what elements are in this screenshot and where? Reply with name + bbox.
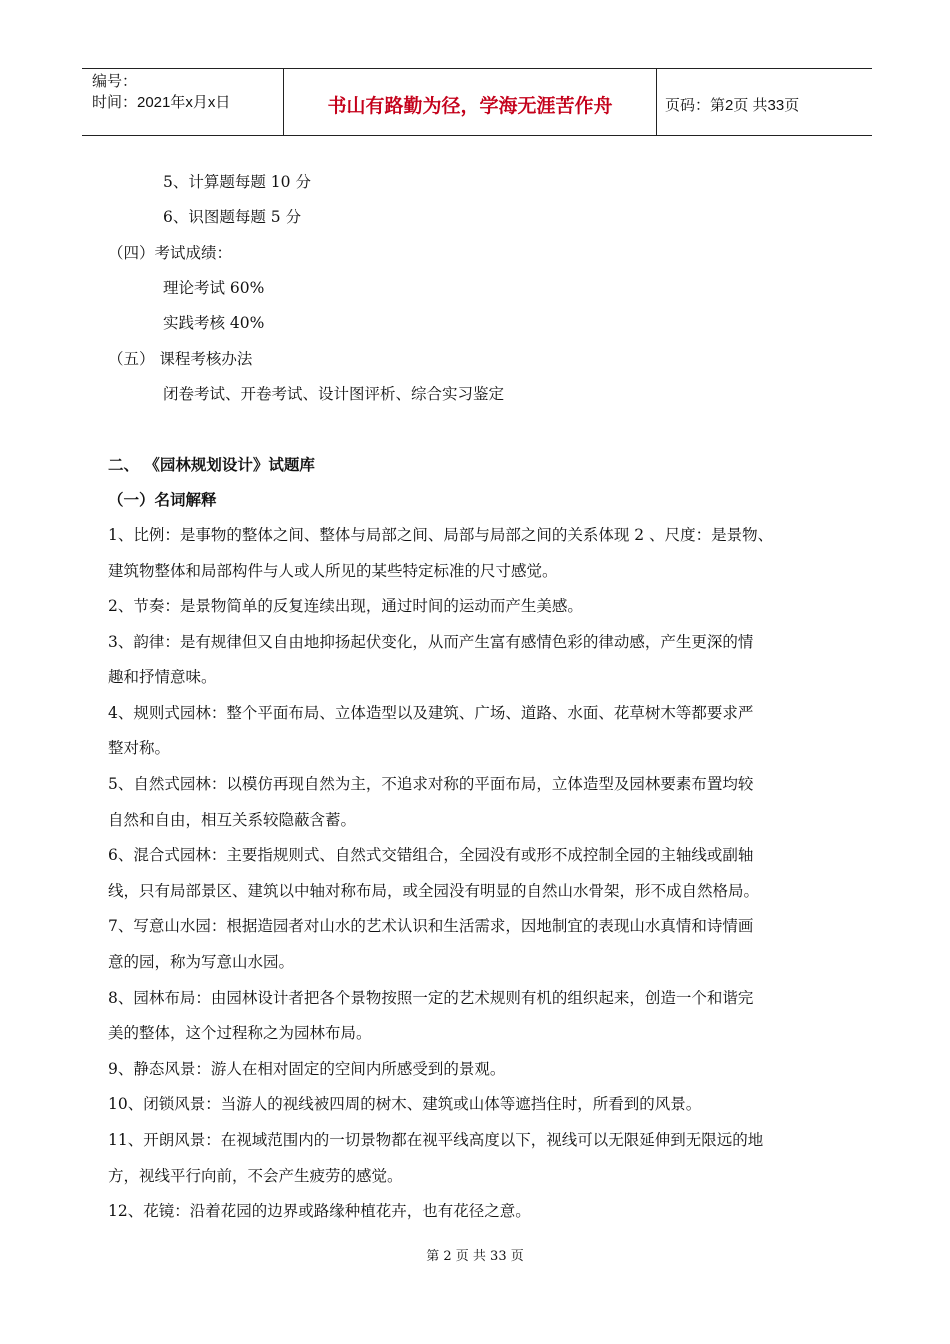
term-6-line-2: 线，只有局部景区、建筑以中轴对称布局，或全园没有明显的自然山水骨架，形不成自然格局。 [108, 882, 760, 900]
term-8-line-2: 美的整体，这个过程称之为园林布局。 [108, 1024, 372, 1042]
page-footer: 第 2 页 共 33 页 [426, 1249, 524, 1264]
section-title: 二、 《园林规划设计》试题库 [108, 456, 315, 474]
assessment-heading: （五） 课程考核办法 [108, 350, 253, 368]
term-2: 2、节奏：是景物简单的反复连续出现，通过时间的运动而产生美感。 [108, 597, 583, 615]
scoring-item-6: 6、识图题每题 5 分 [163, 208, 302, 226]
assessment-methods: 闭卷考试、开卷考试、设计图评析、综合实习鉴定 [163, 385, 505, 403]
term-7-line-2: 意的园，称为写意山水园。 [108, 953, 295, 971]
term-5-line-2: 自然和自由，相互关系较隐蔽含蓄。 [108, 811, 357, 829]
date-line: 时间：2021年x月x日 [92, 94, 231, 111]
term-11-line-1: 11、开朗风景：在视域范围内的一切景物都在视平线高度以下，视线可以无限延伸到无限远的地 [108, 1131, 764, 1149]
term-4-line-2: 整对称。 [108, 739, 171, 757]
serial-label: 编号： [92, 73, 138, 90]
term-5-line-1: 5、自然式园林：以模仿再现自然为主，不追求对称的平面布局，立体造型及园林要素布置均较 [108, 775, 754, 793]
term-12: 12、花镜：沿着花园的边界或路缘种植花卉，也有花径之意。 [108, 1202, 531, 1220]
page-info: 页码：第2页 共33页 [665, 96, 800, 114]
term-6-line-1: 6、混合式园林：主要指规则式、自然式交错组合，全园没有或形不成控制全园的主轴线或副轴 [108, 846, 754, 864]
term-8-line-1: 8、园林布局：由园林设计者把各个景物按照一定的艺术规则有机的组织起来，创造一个和谐完 [108, 989, 754, 1007]
term-10: 10、闭锁风景：当游人的视线被四周的树木、建筑或山体等遮挡住时，所看到的风景。 [108, 1095, 702, 1113]
term-9: 9、静态风景：游人在相对固定的空间内所感受到的景观。 [108, 1060, 506, 1078]
term-1-line-1: 1、比例：是事物的整体之间、整体与局部之间、局部与局部之间的关系体现 2 、尺度：是景物、 [108, 526, 774, 544]
header-table [82, 68, 872, 136]
term-4-line-1: 4、规则式园林：整个平面布局、立体造型以及建筑、广场、道路、水面、花草树木等都要求严 [108, 704, 754, 722]
term-7-line-1: 7、写意山水园：根据造园者对山水的艺术认识和生活需求，因地制宜的表现山水真情和诗情画 [108, 917, 754, 935]
term-3-line-2: 趣和抒情意味。 [108, 668, 217, 686]
term-3-line-1: 3、韵律：是有规律但又自由地抑扬起伏变化，从而产生富有感情色彩的律动感，产生更深的情 [108, 633, 754, 651]
term-11-line-2: 方，视线平行向前，不会产生疲劳的感觉。 [108, 1167, 403, 1185]
grades-theory: 理论考试 60% [163, 279, 265, 297]
section-subtitle: （一）名词解释 [108, 491, 217, 509]
grades-practice: 实践考核 40% [163, 314, 265, 332]
scoring-item-5: 5、计算题每题 10 分 [163, 173, 311, 191]
grades-heading: （四）考试成绩： [108, 244, 233, 262]
motto: 书山有路勤为径，学海无涯苦作舟 [284, 69, 657, 135]
term-1-line-2: 建筑物整体和局部构件与人或人所见的某些特定标准的尺寸感觉。 [108, 562, 558, 580]
header-meta-cell [82, 69, 284, 135]
